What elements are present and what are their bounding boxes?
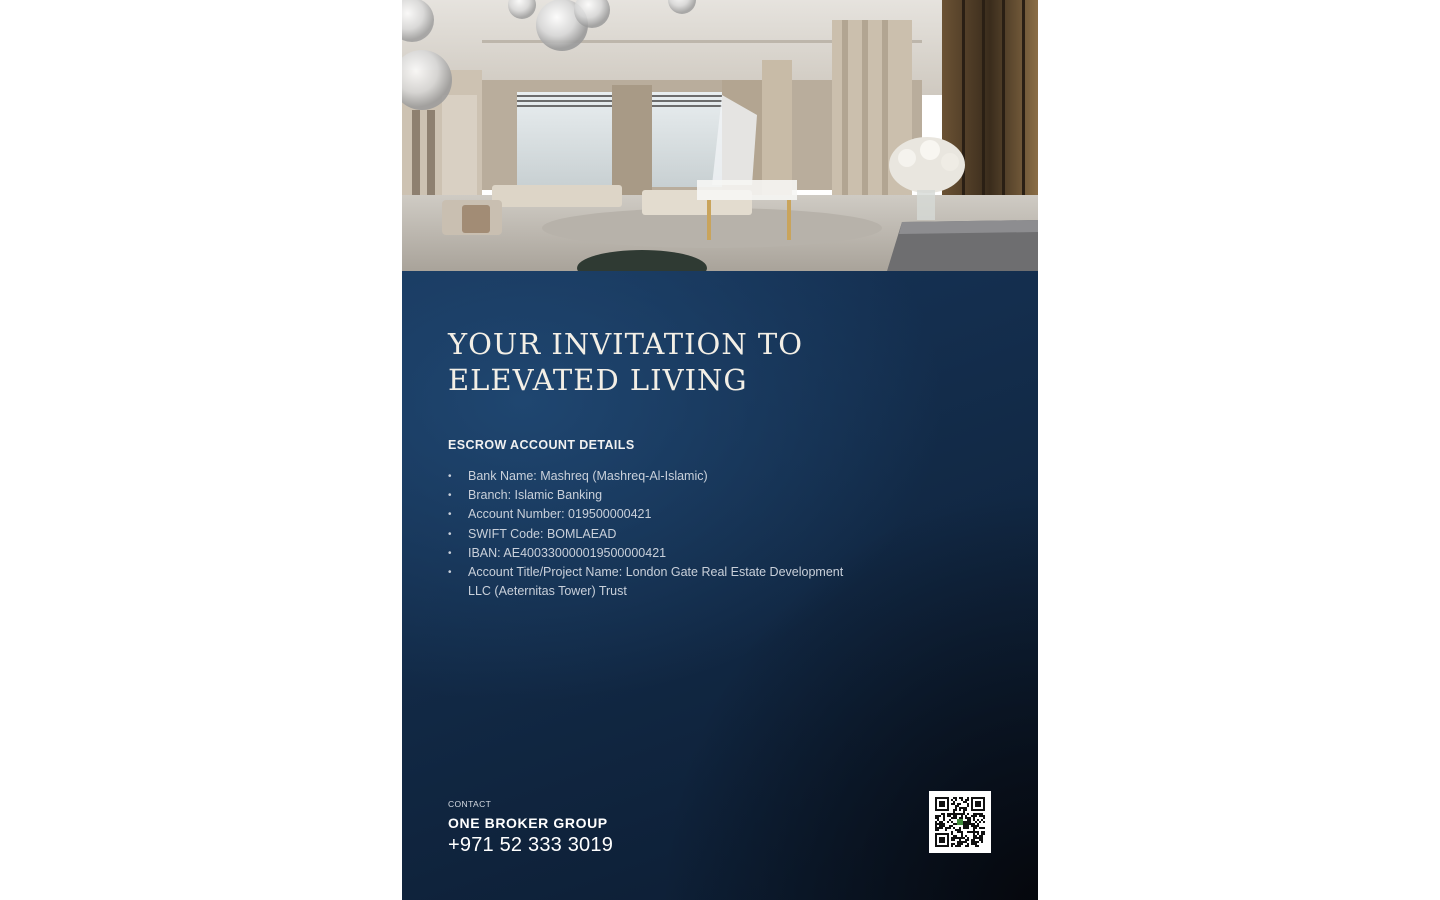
company-name: ONE BROKER GROUP <box>448 815 608 831</box>
brochure-page <box>402 0 1038 900</box>
phone-number[interactable]: +971 52 333 3019 <box>448 834 614 856</box>
escrow-details-list <box>448 467 868 601</box>
page-title <box>448 326 948 398</box>
escrow-account-number: • Account Number: 019500000421 <box>448 505 868 524</box>
escrow-branch: • Branch: Islamic Banking <box>448 486 868 505</box>
contact-label: CONTACT <box>448 799 492 809</box>
qr-code-icon[interactable] <box>929 791 991 853</box>
escrow-bank-name: • Bank Name: Mashreq (Mashreq-Al-Islamic) <box>448 467 868 486</box>
headline-line-2: ELEVATED LIVING <box>448 363 748 397</box>
info-panel <box>402 271 1038 900</box>
escrow-heading: ESCROW ACCOUNT DETAILS <box>448 438 635 452</box>
escrow-swift-code: • SWIFT Code: BOMLAEAD <box>448 525 868 544</box>
escrow-iban: • IBAN: AE400330000019500000421 <box>448 544 868 563</box>
headline-line-1: YOUR INVITATION TO <box>448 327 804 361</box>
escrow-account-title: • Account Title/Project Name: London Gate Real Estate Development LLC (Aeternitas Tower) Trust <box>448 563 868 601</box>
interior-photo <box>402 0 1038 271</box>
